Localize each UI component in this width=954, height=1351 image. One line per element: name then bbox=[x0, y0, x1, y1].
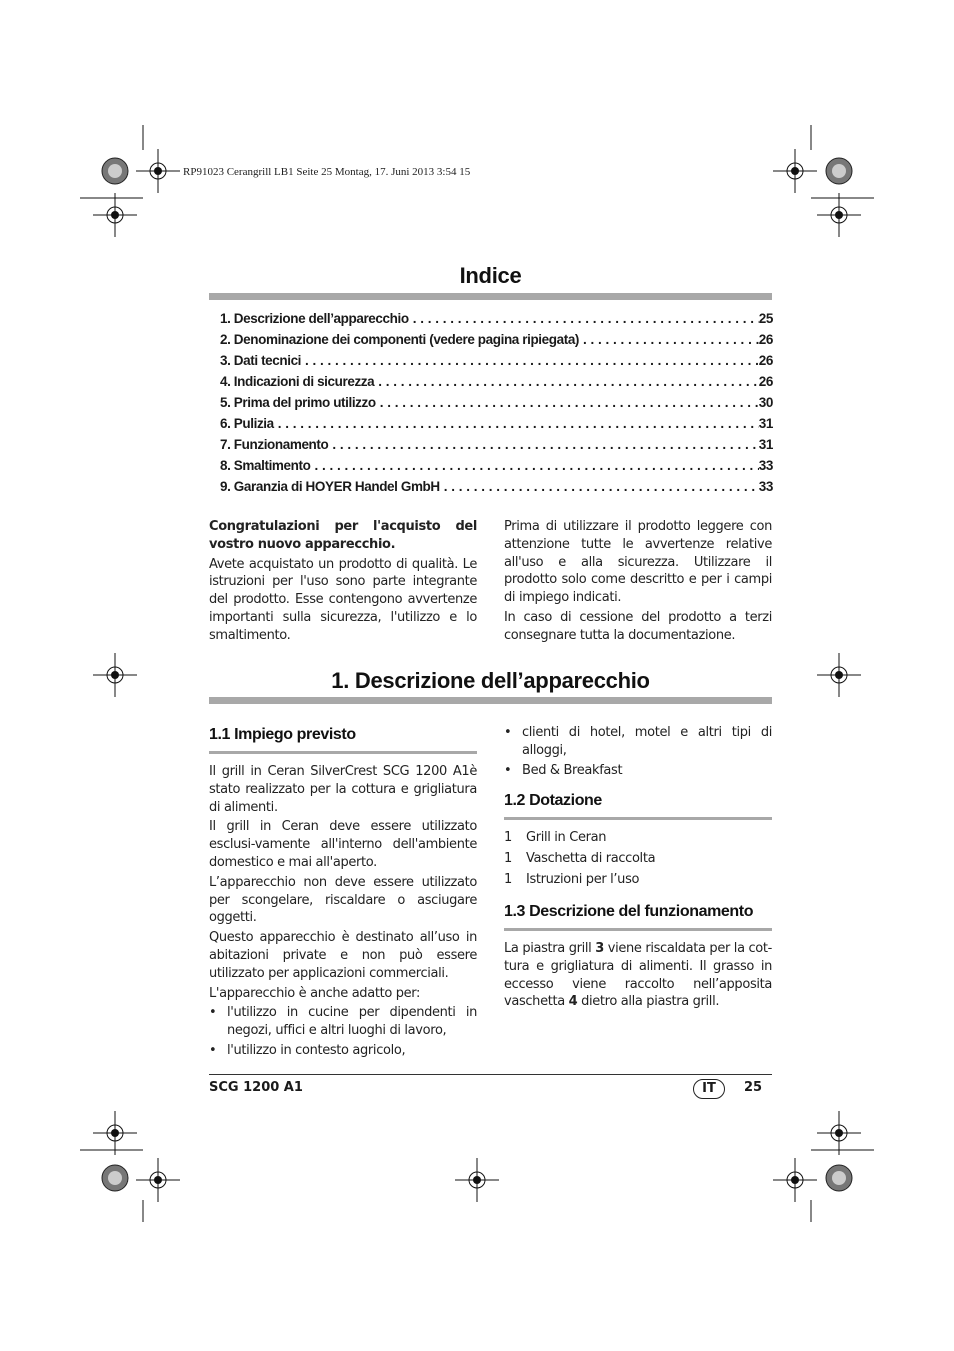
section-1-3-rule bbox=[504, 928, 772, 931]
toc-entry[interactable]: 7. Funzionamento . . . 31 bbox=[220, 437, 773, 458]
index-title: Indice bbox=[459, 263, 522, 288]
section-1-2-list bbox=[504, 829, 772, 892]
paragraph: Questo apparecchio è destinato all’uso in abitazioni private e non può essere utilizzato per applicazioni commerciali. bbox=[209, 930, 477, 981]
toc-entry[interactable]: 3. Dati tecnici . . . 26 bbox=[220, 353, 773, 374]
section-1-3-title: 1.3 Descrizione del funzionamento bbox=[504, 903, 754, 920]
toc-entry[interactable]: 6. Pulizia . . . 31 bbox=[220, 416, 773, 437]
section-1-title: 1. Descrizione dell’apparecchio bbox=[331, 668, 650, 693]
list-item: 1 Istruzioni per l’uso bbox=[504, 872, 640, 887]
intro-right-p1: Prima di utilizzare il prodotto leggere con attenzione tutte le avvertenze relative all'uso e alla sicurezza. Utilizzare il prodotto solo come descritto e per i campi di impiego indicati. bbox=[504, 519, 772, 606]
paragraph: Il grill in Ceran deve essere utilizzato esclusi-vamente all'interno dell'ambiente domestico e mai all'aperto. bbox=[209, 819, 477, 870]
intro-text: Avete acquistato un prodotto di qualità. Le istruzioni per l'uso sono parte integrante del prodotto. Esse contengono avvertenze importanti sulla sicurezza, l'utilizzo e lo smaltimento. bbox=[209, 556, 477, 643]
intro-right bbox=[504, 518, 772, 647]
section-1-rule bbox=[209, 697, 772, 704]
list-item: • clienti di hotel, motel e altri tipi di alloggi, bbox=[504, 725, 772, 758]
part-number: 4 bbox=[568, 994, 578, 1010]
footer-model: SCG 1200 A1 bbox=[209, 1080, 303, 1095]
section-1-1-body bbox=[209, 763, 477, 1062]
print-header: RP91023 Cerangrill LB1 Seite 25 Montag, 17. Juni 2013 3:54 15 bbox=[183, 166, 471, 178]
section-1-1-rule bbox=[209, 751, 477, 754]
list-item: • l'utilizzo in contesto agricolo, bbox=[209, 1042, 406, 1058]
toc-entry[interactable]: 8. Smaltimento . . . 33 bbox=[220, 458, 773, 479]
list-item: • l'utilizzo in cucine per dipendenti in negozi, uffici e altri luoghi di lavoro, bbox=[209, 1005, 477, 1039]
list-item: 1 Grill in Ceran bbox=[504, 830, 607, 845]
section-1-2-rule bbox=[504, 817, 772, 820]
intro-right-p2: In caso di cessione del prodotto a terzi consegnare tutta la documentazione. bbox=[504, 609, 772, 643]
section-1-1-body-cont bbox=[504, 724, 772, 781]
intro-left bbox=[209, 518, 477, 647]
section-1-3-body: La piastra grill 3 viene riscaldata per la cot-tura e grigliatura di alimenti. Il grasso in eccesso viene raccolto nell’apposita vaschetta 4 dietro alla piastra grill. bbox=[504, 941, 772, 1010]
intro-bold: Congratulazioni per l'acquisto del vostro nuovo apparecchio. bbox=[209, 519, 477, 552]
list-item: • Bed & Breakfast bbox=[504, 762, 623, 778]
footer-rule bbox=[209, 1074, 772, 1075]
list-item: 1 Vaschetta di raccolta bbox=[504, 851, 656, 866]
table-of-contents bbox=[220, 311, 773, 500]
paragraph: L’apparecchio non deve essere utilizzato per scongelare, riscaldare o asciugare oggetti. bbox=[209, 874, 477, 926]
section-1-1-title: 1.1 Impiego previsto bbox=[209, 726, 356, 743]
section-1-2-title: 1.2 Dotazione bbox=[504, 792, 602, 809]
toc-entry[interactable]: 4. Indicazioni di sicurezza . . . 26 bbox=[220, 374, 773, 395]
toc-entry[interactable]: 1. Descrizione dell’apparecchio . . . 25 bbox=[220, 311, 773, 332]
toc-entry[interactable]: 2. Denominazione dei componenti (vedere pagina ripiegata) . . . 26 bbox=[220, 332, 773, 353]
part-number: 3 bbox=[595, 941, 604, 956]
toc-entry[interactable]: 5. Prima del primo utilizzo . . . 30 bbox=[220, 395, 773, 416]
page-number: 25 bbox=[744, 1080, 763, 1095]
paragraph: L'apparecchio è anche adatto per: bbox=[209, 985, 421, 1001]
language-badge: IT bbox=[693, 1079, 725, 1099]
index-rule bbox=[209, 293, 772, 300]
paragraph: Il grill in Ceran SilverCrest SCG 1200 A1è stato realizzato per la cottura e grigliatura di alimenti. bbox=[209, 764, 477, 815]
toc-entry[interactable]: 9. Garanzia di HOYER Handel GmbH . . . 33 bbox=[220, 479, 773, 500]
